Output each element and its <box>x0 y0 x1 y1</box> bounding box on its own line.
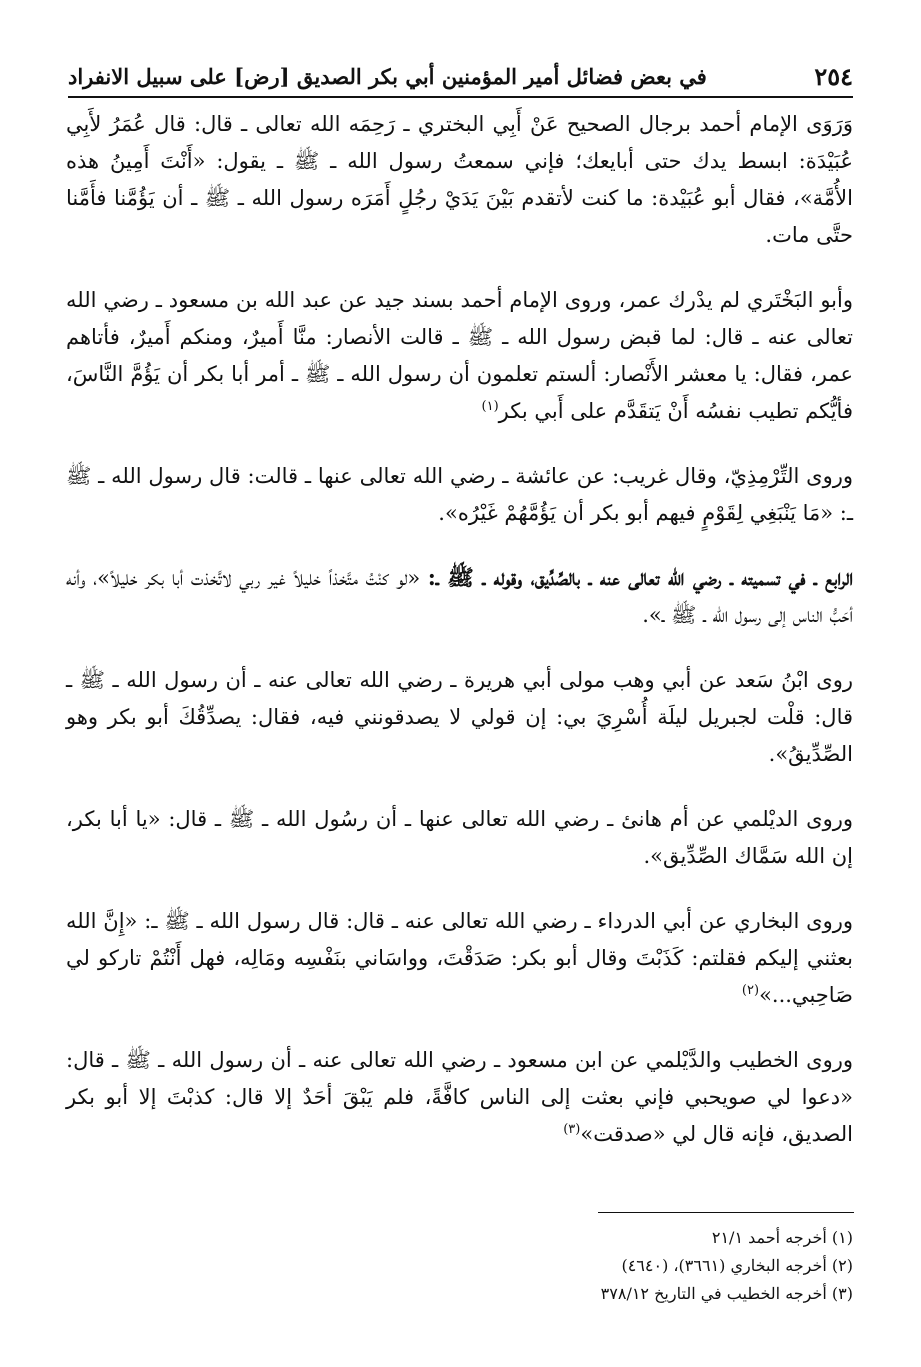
footnote-ref-2: (٢) <box>741 983 760 998</box>
footnote-ref-3: (٣) <box>563 1122 581 1137</box>
paragraph-5 <box>66 662 853 773</box>
footnote-rule <box>598 1212 854 1213</box>
paragraph-7 <box>66 903 853 1014</box>
paragraph-3 <box>66 458 853 532</box>
header-rule <box>68 96 853 98</box>
header-title: في بعض فضائل أمير المؤمنين أبي بكر الصديق [رض] على سبيل الانفراد <box>68 63 707 89</box>
page-body <box>66 106 853 1181</box>
footnote-3: (٣) أخرجه الخطيب في التاريخ ٣٧٨/١٢ <box>600 1284 853 1303</box>
footnote-1: (١) أخرجه أحمد ٢١/١ <box>711 1228 853 1247</box>
running-header <box>68 54 853 98</box>
paragraph-text: وروى البخاري عن أبي الدرداء ـ رضي الله تعالى عنه ـ قال: قال رسول الله ـ ﷺ ـ: «إِنَّ الله بعثني إليكم فقلتم: كَذَبْتَ وقال أبو بكر: صَدَقْتَ، وواسَاني بنَفْسِه ومَالِه، فهل أَنْتُمْ تاركو لي صَاحِبي...» <box>66 909 853 1007</box>
paragraph-4 <box>66 560 853 634</box>
paragraph-8 <box>66 1042 853 1153</box>
paragraph-text: روى ابْنُ سَعد عن أبي وهب مولى أبي هريرة ـ رضي الله تعالى عنه ـ أن رسول الله ـ ﷺ ـ قال: قلْت لجبريل ليلَة أُسْرِيَ بي: إن قولي لا يصدقونني فيه، فقال: يصدِّقُكَ أبو بكر وهو الصِّدِّيقُ». <box>66 668 853 766</box>
paragraph-text: وَرَوَى الإمام أحمد برجال الصحيح عَنْ أَبِي البختري ـ رَحِمَه الله تعالى ـ قال: قال عُمَرُ لأَبِي عُبَيْدَة: ابسط يدك حتى أبايعك؛ فإني سمعتُ رسول الله ـ ﷺ ـ يقول: «أَنْتَ أَمِينُ هذه الأُمَّة»، فقال أبو عُبَيْدة: ما كنت لأتقدم بَيْنَ يَدَيْ رجُلٍ أَمَرَه رسول الله ـ ﷺ ـ أن يَؤُمَّنا فأَمَّنا حتَّى مات. <box>66 112 853 247</box>
footnote-ref-1: (١) <box>481 399 499 414</box>
section-heading: الرابع ـ في تسميته ـ رضي الله تعالى عنه ـ بالصِّدِّيق، وقوله ـ ﷺ ـ: <box>427 565 854 591</box>
page-number: ٢٥٤ <box>814 61 853 91</box>
paragraph-text: وروى التِّرْمِذِيّ، وقال غريب: عن عائشة ـ رضي الله تعالى عنها ـ قالت: قال رسول الله ـ ﷺ ـ: «مَا يَنْبَغِي لِقَوْمٍ فيهم أبو بكر أن يَؤُمَّهُمْ غَيْرُه». <box>66 464 853 525</box>
paragraph-2 <box>66 282 853 430</box>
paragraph-6 <box>66 801 853 875</box>
footnote-2: (٢) أخرجه البخاري (٣٦٦١)، (٤٦٤٠) <box>621 1256 853 1275</box>
paragraph-text: وروى الديْلمي عن أم هانئ ـ رضي الله تعالى عنها ـ أن رسُول الله ـ ﷺ ـ قال: «يا أبا بكر، إن الله سَمَّاك الصِّدِّيق». <box>66 807 853 868</box>
paragraph-1 <box>66 106 853 254</box>
footnotes <box>453 1224 853 1308</box>
paragraph-text: وروى الخطيب والدَّيْلمي عن ابن مسعود ـ رضي الله تعالى عنه ـ أن رسول الله ـ ﷺ ـ قال: «دعوا لي صويحبي فإني بعثت إلى الناس كافَّةً، فلم يَبْقَ أحَدٌ إلا قال: كذبْتَ إلا أبو بكر الصديق، فإنه قال لي «صدقت» <box>66 1048 853 1146</box>
paragraph-text: «لو كنْتُ متَّخذاً خليلاً غير ربي لاتَّخذت أبا بكر خليلاً»، وأنه أحَبُّ الناس إلى رسول الله ـ ﷺ ـ». <box>66 566 853 627</box>
paragraph-text: وأبو البَخْتَري لم يدْرك عمر، وروى الإمام أحمد بسند جيد عن عبد الله بن مسعود ـ رضي الله تعالى عنه ـ قال: لما قبض رسول الله ـ ﷺ ـ قالت الأنصار: منَّا أَميرٌ، ومنكم أَميرٌ، فأتاهم عمر، فقال: يا معشر الأَنْصار: ألستم تعلمون أن رسول الله ـ ﷺ ـ أمر أبا بكر أن يَؤُمَّ النَّاسَ، فأيُّكم تطيب نفسُه أَنْ يَتقَدَّم على أَبي بكر <box>66 288 853 423</box>
